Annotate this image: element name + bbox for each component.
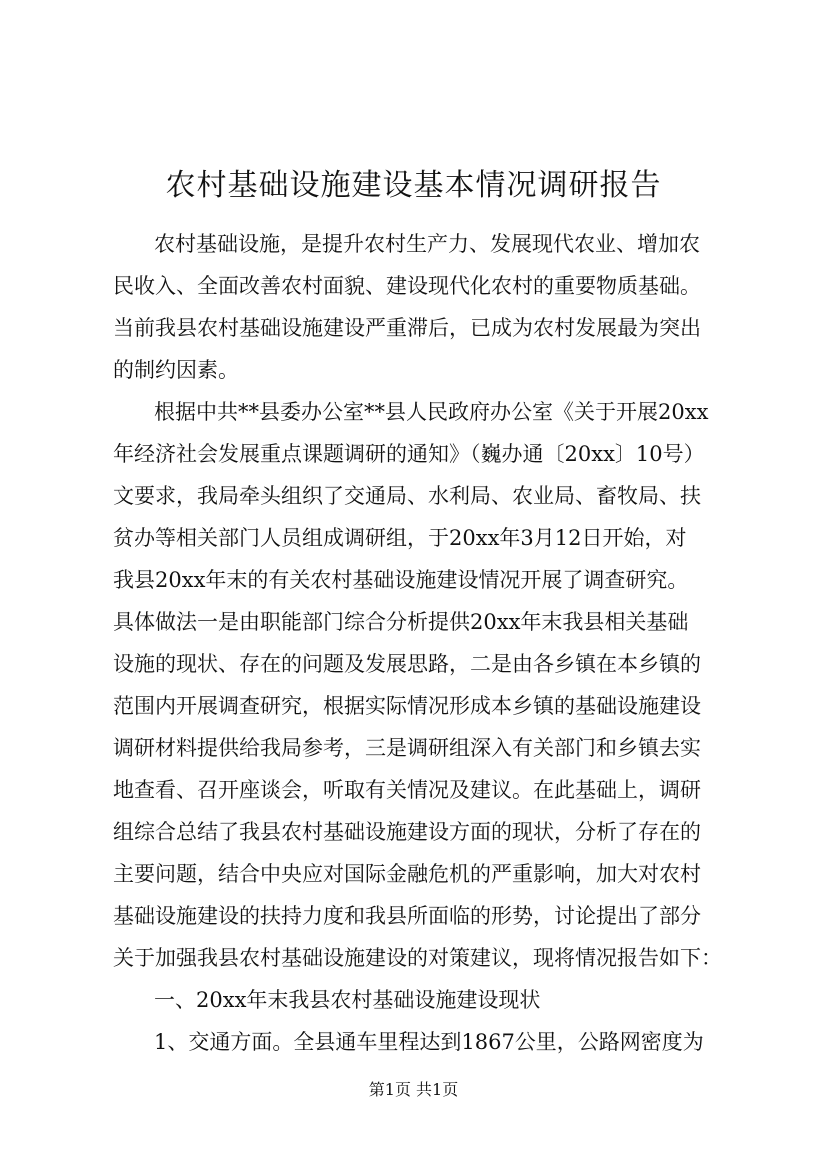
line-text: 我县20xx年末的有关农村基础设施建设情况开展了调查研究。: [113, 568, 689, 592]
line-text: 组综合总结了我县农村基础设施建设方面的现状，分析了存在的: [113, 820, 701, 844]
line-text: 调研材料提供给我局参考，三是调研组深入有关部门和乡镇去实: [113, 736, 701, 760]
line-text: 1、交通方面。全县通车里程达到1867公里，公路网密度为: [154, 1030, 704, 1054]
line-text: 范围内开展调查研究，根据实际情况形成本乡镇的基础设施建设: [113, 694, 701, 718]
line-text: 基础设施建设的扶持力度和我县所面临的形势，讨论提出了部分: [113, 904, 701, 928]
line-text: 年经济社会发展重点课题调研的通知》（巍办通〔20xx〕10号）: [113, 442, 705, 466]
line-text: 设施的现状、存在的问题及发展思路，二是由各乡镇在本乡镇的: [113, 652, 701, 676]
line-text: 的制约因素。: [113, 358, 239, 382]
document-title: 农村基础设施建设基本情况调研报告: [165, 168, 662, 204]
line-text: 文要求，我局牵头组织了交通局、水利局、农业局、畜牧局、扶: [113, 484, 701, 508]
line-text: 具体做法一是由职能部门综合分析提供20xx年末我县相关基础: [113, 610, 689, 634]
line-text: 主要问题，结合中央应对国际金融危机的严重影响，加大对农村: [113, 862, 701, 886]
line-text: 地查看、召开座谈会，听取有关情况及建议。在此基础上，调研: [113, 778, 701, 802]
page-footer: 第1页 共1页: [368, 1080, 459, 1099]
line-text: 农村基础设施，是提升农村生产力、发展现代农业、增加农: [154, 232, 700, 256]
line-text: 关于加强我县农村基础设施建设的对策建议，现将情况报告如下：: [113, 946, 722, 970]
line-text: 民收入、全面改善农村面貌、建设现代化农村的重要物质基础。: [113, 274, 701, 298]
line-text: 根据中共**县委办公室**县人民政府办公室《关于开展20xx: [154, 400, 709, 424]
line-text: 一、20xx年末我县农村基础设施建设现状: [154, 988, 541, 1012]
line-text: 当前我县农村基础设施建设严重滞后，已成为农村发展最为突出: [113, 316, 701, 340]
line-text: 贫办等相关部门人员组成调研组，于20xx年3月12日开始，对: [113, 526, 687, 550]
